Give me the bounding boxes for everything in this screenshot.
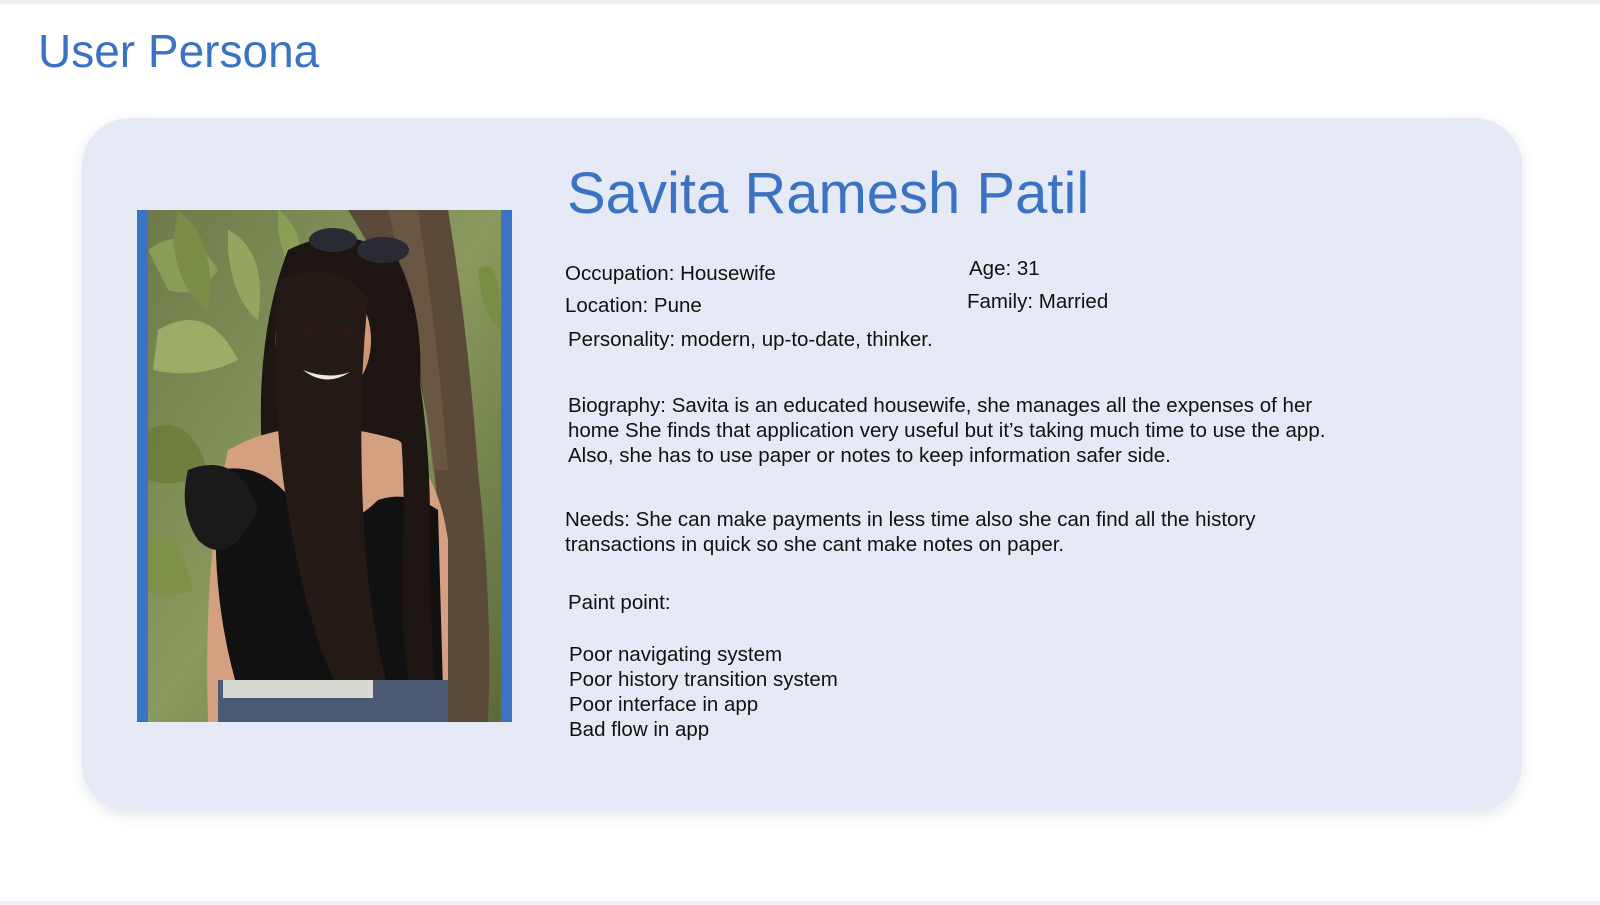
persona-name: Savita Ramesh Patil <box>567 161 1090 226</box>
biography-line: Biography: Savita is an educated housewife, she manages all the expenses of her <box>568 394 1313 417</box>
pain-point-item: Poor navigating system <box>569 643 783 666</box>
bottom-border <box>0 901 1600 905</box>
biography-paragraph <box>568 393 1325 468</box>
pain-point-item: Bad flow in app <box>569 718 710 741</box>
persona-photo-frame <box>137 210 512 722</box>
needs-paragraph <box>565 507 1256 557</box>
biography-line: home She finds that application very useful but it’s taking much time to use the app. <box>568 419 1326 442</box>
needs-line: Needs: She can make payments in less time also she can find all the history <box>565 508 1256 531</box>
pain-point-item: Poor interface in app <box>569 693 759 716</box>
page-title: User Persona <box>38 25 320 77</box>
occupation-text: Occupation: Housewife <box>565 262 776 285</box>
persona-photo <box>148 210 501 722</box>
pain-point-item: Poor history transition system <box>569 668 838 691</box>
age-text: Age: 31 <box>969 257 1040 280</box>
needs-line: transactions in quick so she cant make notes on paper. <box>565 533 1065 556</box>
family-text: Family: Married <box>967 290 1109 313</box>
pain-point-list <box>569 642 838 742</box>
location-text: Location: Pune <box>565 294 702 317</box>
biography-line: Also, she has to use paper or notes to keep information safer side. <box>568 444 1171 467</box>
top-border <box>0 0 1600 4</box>
pain-point-label: Paint point: <box>568 591 671 614</box>
personality-text: Personality: modern, up-to-date, thinker. <box>568 328 933 351</box>
